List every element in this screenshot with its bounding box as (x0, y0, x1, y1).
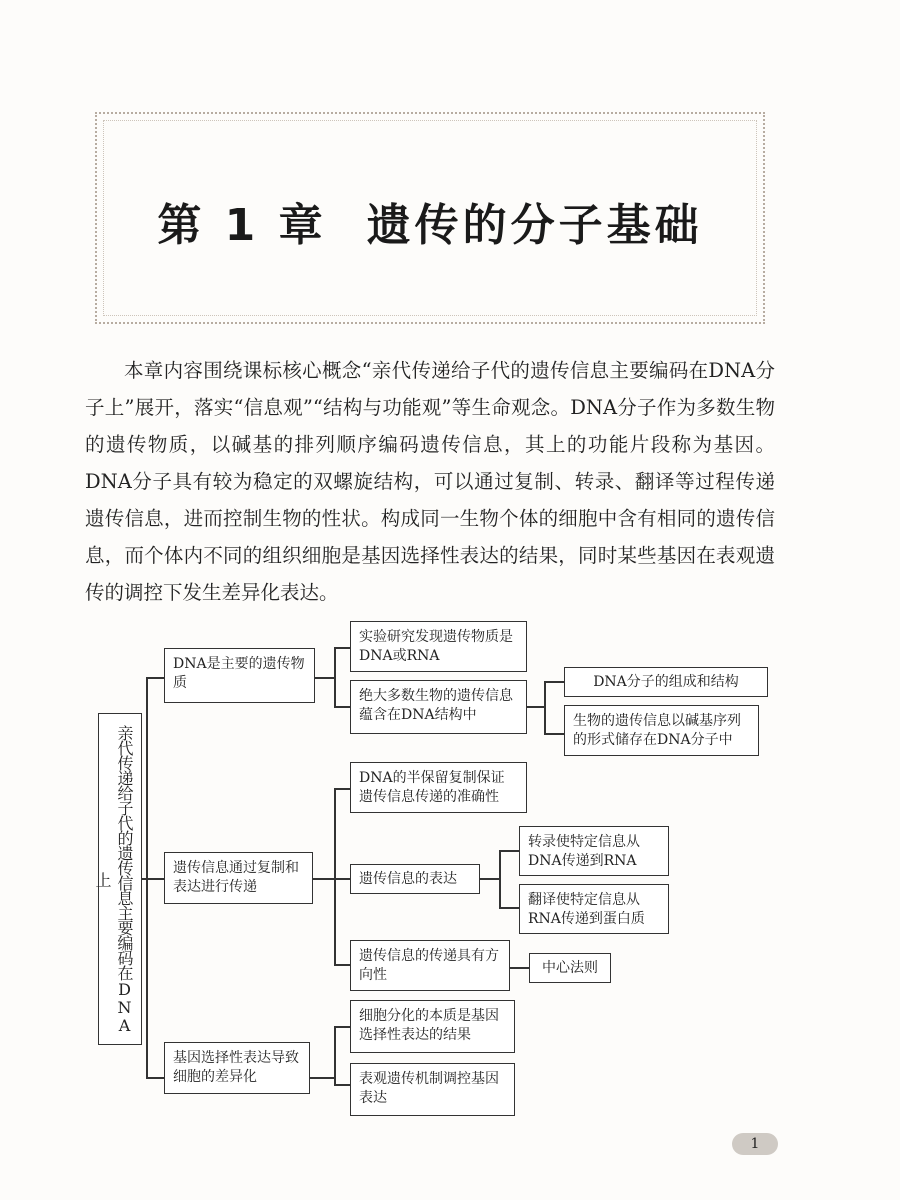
chapter-number: 第 1 章 (157, 200, 327, 251)
connector-b2c2b (499, 907, 519, 909)
concept-node-translation: 翻译使特定信息从RNA传递到蛋白质 (519, 884, 669, 934)
connector-b1-trunk (334, 647, 336, 707)
concept-node-directionality: 遗传信息的传递具有方向性 (350, 940, 510, 991)
concept-branch-replication-expression: 遗传信息通过复制和表达进行传递 (164, 852, 313, 904)
concept-node-semiconservative-replication: DNA的半保留复制保证遗传信息传递的准确性 (350, 762, 527, 813)
connector-b2c3 (334, 964, 350, 966)
connector-b2-out (313, 878, 335, 880)
connector-b1c1 (334, 647, 350, 649)
connector-branch1 (146, 677, 164, 679)
connector-b2c1 (334, 788, 350, 790)
concept-node-transcription: 转录使特定信息从DNA传递到RNA (519, 826, 669, 876)
connector-b1-out (315, 677, 335, 679)
concept-branch-selective-expression: 基因选择性表达导致细胞的差异化 (164, 1042, 310, 1094)
chapter-title-frame (95, 112, 765, 324)
connector-b1c2-trunk (544, 681, 546, 734)
connector-b2-trunk (334, 788, 336, 964)
connector-b1c2-out (527, 706, 545, 708)
concept-node-dna-composition: DNA分子的组成和结构 (564, 667, 768, 697)
connector-b1c2 (334, 706, 350, 708)
concept-branch-dna-main-material: DNA是主要的遗传物质 (164, 648, 315, 703)
connector-b3c1 (334, 1026, 350, 1028)
chapter-name: 遗传的分子基础 (366, 200, 703, 251)
concept-node-experiment-discovery: 实验研究发现遗传物质是DNA或RNA (350, 621, 527, 672)
connector-b3-out (310, 1077, 335, 1079)
concept-node-base-sequence-storage: 生物的遗传信息以碱基序列的形式储存在DNA分子中 (564, 705, 759, 756)
concept-node-cell-differentiation: 细胞分化的本质是基因选择性表达的结果 (350, 1000, 515, 1053)
connector-b3c2 (334, 1084, 350, 1086)
concept-node-central-dogma: 中心法则 (529, 953, 611, 983)
connector-b2c2-trunk (499, 850, 501, 908)
chapter-title (97, 189, 763, 253)
connector-b2c2 (334, 878, 350, 880)
page-number: 1 (732, 1133, 778, 1155)
concept-node-gene-expression: 遗传信息的表达 (350, 864, 480, 894)
connector-b2c2a (499, 850, 519, 852)
concept-node-epigenetics: 表观遗传机制调控基因表达 (350, 1063, 515, 1116)
connector-branch3 (146, 1077, 164, 1079)
connector-b1c2a (544, 681, 564, 683)
connector-b3-trunk (334, 1026, 336, 1085)
concept-node-info-in-dna-structure: 绝大多数生物的遗传信息蕴含在DNA结构中 (350, 680, 527, 734)
concept-root-box: 亲代传递给子代的遗传信息主要编码在DNA上 (98, 713, 142, 1045)
connector-branch2 (146, 878, 164, 880)
connector-b2c3-out (510, 967, 529, 969)
chapter-intro-paragraph: 本章内容围绕课标核心概念“亲代传递给子代的遗传信息主要编码在DNA分子上”展开，落实“信息观”“结构与功能观”等生命观念。DNA分子作为多数生物的遗传物质，以碱基的排列顺序编码遗传信息，其上的功能片段称为基因。DNA分子具有较为稳定的双螺旋结构，可以通过复制、转录、翻译等过程传递遗传信息，进而控制生物的性状。构成同一生物个体的细胞中含有相同的遗传信息，而个体内不同的组织细胞是基因选择性表达的结果，同时某些基因在表观遗传的调控下发生差异化表达。 (85, 359, 775, 604)
connector-b2c2-out (480, 878, 500, 880)
connector-b1c2b (544, 733, 564, 735)
